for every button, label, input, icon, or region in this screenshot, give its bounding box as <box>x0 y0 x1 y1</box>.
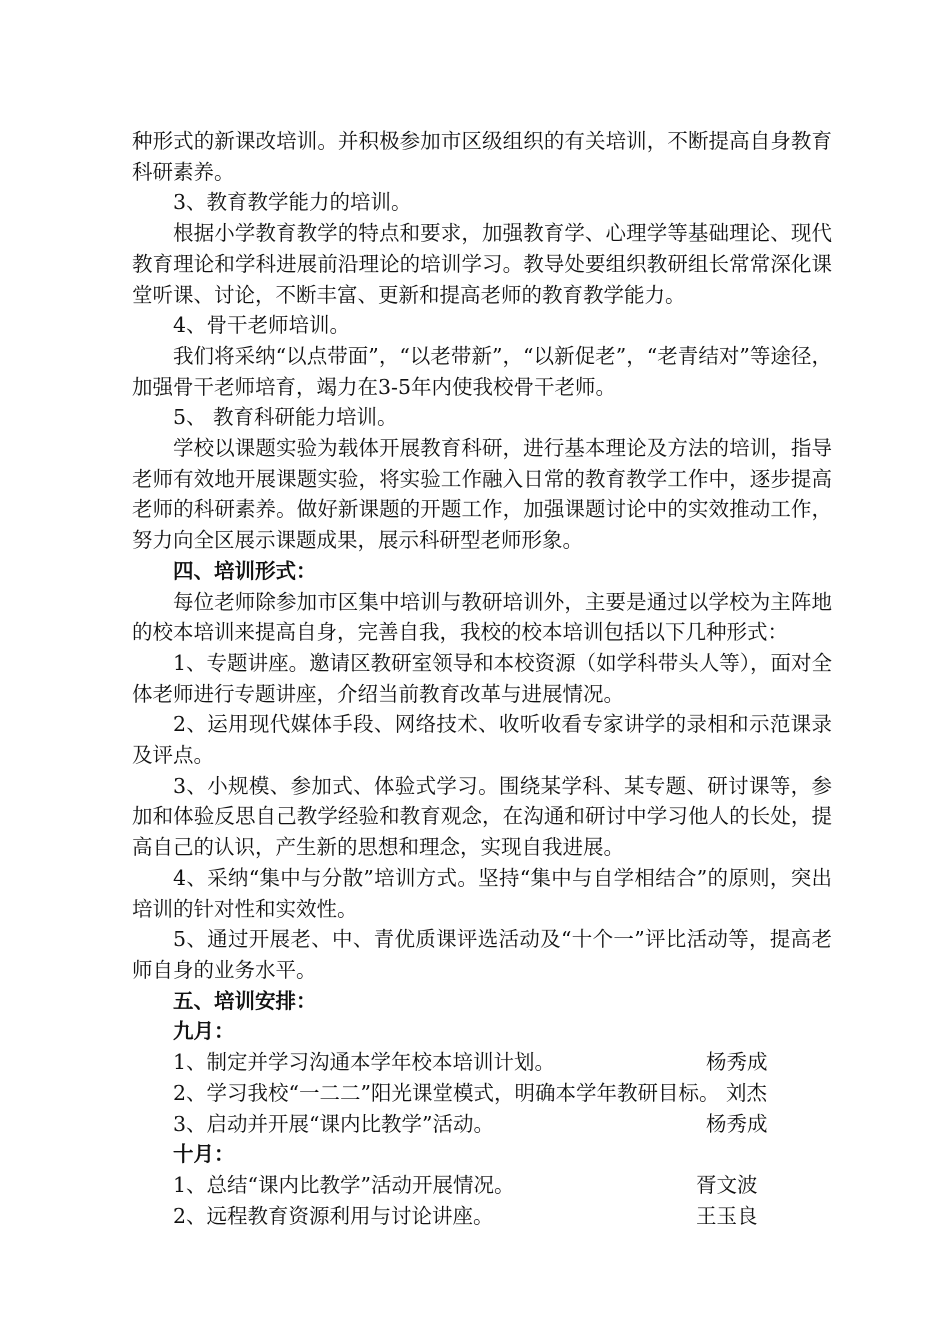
schedule-row-wrapped: 2、学习我校“一二二”阳光课堂模式，明确本学年教研目标。 刘杰 <box>173 1080 768 1105</box>
schedule-task: 1、总结“课内比教学”活动开展情况。 <box>173 1172 515 1197</box>
schedule-person: 王玉良 <box>696 1203 758 1228</box>
form-item-centralized: 4、采纳“集中与分散”培训方式。坚持“集中与自学相结合”的原则，突出培训的针对性和实效性。 <box>132 865 832 921</box>
item-teaching-ability: 3、教育教学能力的培训。 <box>173 190 412 215</box>
schedule-person: 杨秀成 <box>706 1111 768 1136</box>
form-item-contest: 5、通过开展老、中、青优质课评选活动及“十个一”评比活动等，提高老师自身的业务水平。 <box>132 927 832 982</box>
item-key-teachers: 4、骨干老师培训。 <box>173 313 351 338</box>
schedule-row <box>132 1047 832 1078</box>
paragraph-teaching-ability: 根据小学教育教学的特点和要求，加强教育学、心理学等基础理论、现代教育理论和学科进展前沿理论的培训学习。教导处要组织教研组长常常深化课堂听课、讨论，不断丰富、更新和提高老师的教育教学能力。 <box>132 221 832 307</box>
heading-training-schedule: 五、培训安排： <box>173 988 317 1013</box>
month-label-september: 九月： <box>173 1019 235 1044</box>
schedule-row <box>132 1201 832 1232</box>
schedule-task: 1、制定并学习沟通本学年校本培训计划。 <box>173 1050 556 1075</box>
schedule-person: 胥文波 <box>696 1172 758 1197</box>
schedule-task: 3、启动并开展“课内比教学”活动。 <box>173 1111 495 1136</box>
schedule-row <box>132 1170 832 1201</box>
heading-training-forms: 四、培训形式： <box>173 558 317 583</box>
form-item-media: 2、运用现代媒体手段、网络技术、收听收看专家讲学的录相和示范课录及评点。 <box>132 712 832 768</box>
form-item-lecture: 1、专题讲座。邀请区教研室领导和本校资源（如学科带头人等），面对全体老师进行专题讲座，介绍当前教育改革与进展情况。 <box>132 650 832 706</box>
document-page <box>132 126 832 1231</box>
item-research-ability: 5、 教育科研能力培训。 <box>173 405 398 430</box>
paragraph-key-teachers: 我们将采纳“以点带面”，“以老带新”，“以新促老”，“老青结对”等途径，加强骨干老师培育，竭力在3-5年内使我校骨干老师。 <box>132 343 832 399</box>
schedule-person: 杨秀成 <box>706 1050 768 1075</box>
schedule-task: 2、远程教育资源利用与讨论讲座。 <box>173 1203 494 1228</box>
paragraph-intro: 种形式的新课改培训。并积极参加市区级组织的有关培训，不断提高自身教育科研素养。 <box>132 129 832 184</box>
month-label-october: 十月： <box>173 1142 235 1167</box>
form-item-small-scale: 3、小规模、参加式、体验式学习。围绕某学科、某专题、研讨课等，参加和体验反思自己教学经验和教育观念，在沟通和研讨中学习他人的长处，提高自己的认识，产生新的思想和理念，实现自我进展。 <box>132 773 832 860</box>
paragraph-training-forms: 每位老师除参加市区集中培训与教研培训外，主要是通过以学校为主阵地的校本培训来提高自身，完善自我，我校的校本培训包括以下几种形式： <box>132 589 832 645</box>
paragraph-research-ability: 学校以课题实验为载体开展教育科研，进行基本理论及方法的培训，指导老师有效地开展课题实验，将实验工作融入日常的教育教学工作中，逐步提高老师的科研素养。做好新课题的开题工作，加强课题讨论中的实效推动工作，努力向全区展示课题成果，展示科研型老师形象。 <box>132 436 832 553</box>
schedule-row <box>132 1109 832 1140</box>
